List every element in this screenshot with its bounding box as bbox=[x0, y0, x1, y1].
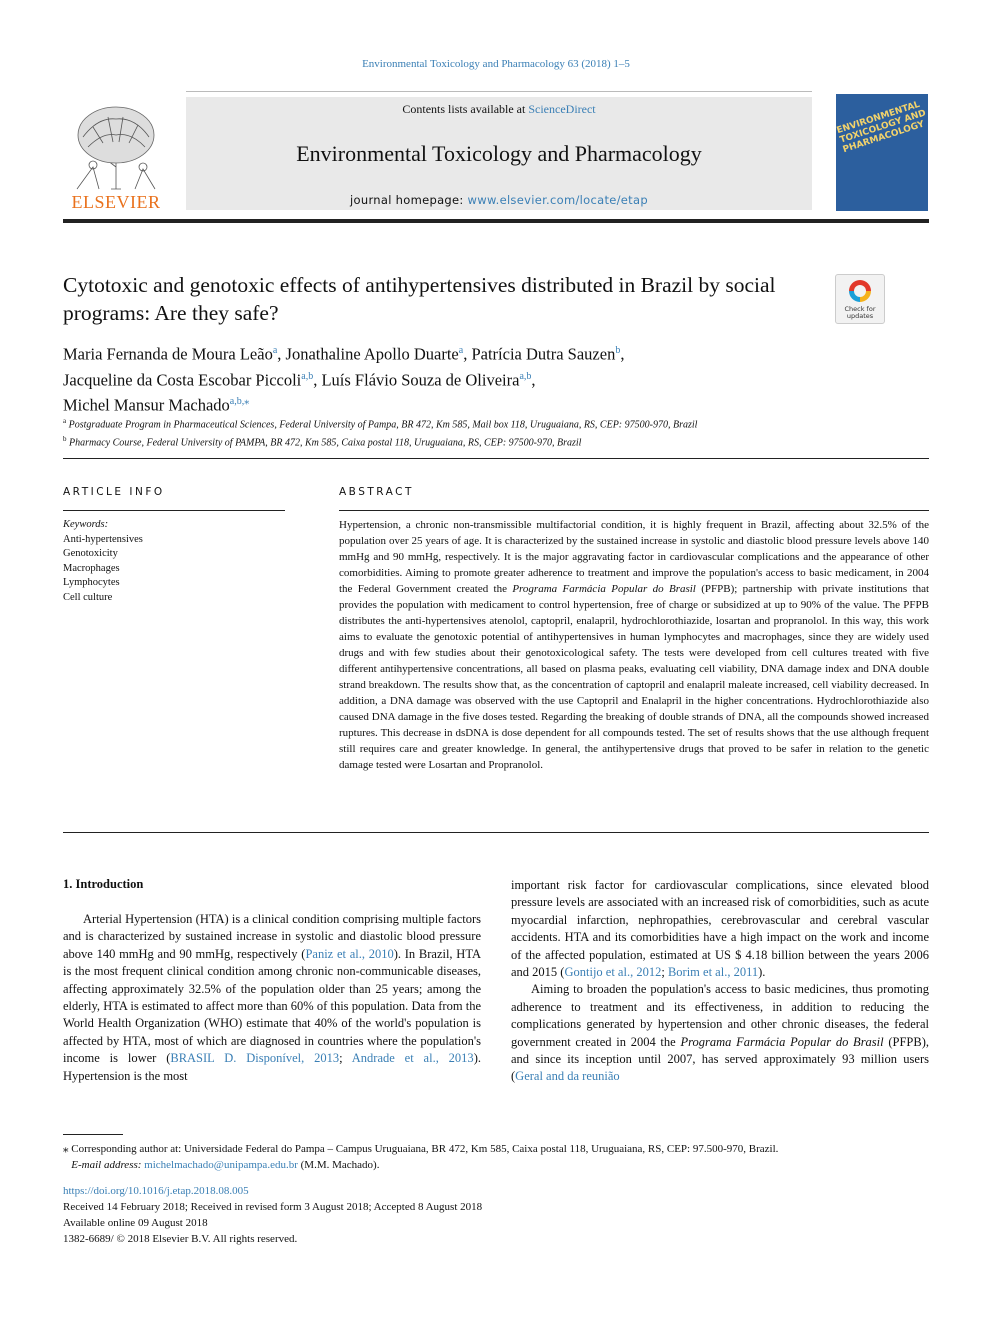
keywords-list bbox=[63, 518, 285, 605]
keyword-item: Cell culture bbox=[63, 591, 113, 603]
divider bbox=[339, 510, 929, 511]
keyword-item: Macrophages bbox=[63, 562, 120, 574]
check-for-updates-button[interactable] bbox=[835, 274, 885, 324]
journal-homepage bbox=[186, 193, 812, 207]
crossmark-label: Check for updates bbox=[844, 305, 876, 320]
body-paragraph: Aiming to broaden the population's access to basic medicines, thus promoting adherence to treatment and its effectiveness, in addition to reducing the complications generated by hypertension and other chronic diseases, the federal government created in 2004 the Programa Farmácia Popular do Brasil (PFPB), and since its inception until 2007, has served approximately 93 million users (Geral and da reunião bbox=[511, 982, 929, 1084]
copyright: 1382-6689/ © 2018 Elsevier B.V. All rights reserved. bbox=[63, 1233, 298, 1245]
author-name[interactable]: Jacqueline da Costa Escobar Piccoli bbox=[63, 370, 302, 389]
author-name[interactable]: Patrícia Dutra Sauzen bbox=[471, 344, 616, 364]
body-column-right bbox=[511, 877, 929, 1086]
affiliation-item: $^b$ Pharmacy Course, Federal University of PAMPA, BR 472, Km 585, Caixa postal 118, Uruguaiana, RS, CEP: 97500-970, Brazil bbox=[63, 435, 582, 449]
cover-title: ENVIRONMENTAL TOXICOLOGY AND PHARMACOLOGY bbox=[836, 99, 928, 156]
author-name[interactable]: Maria Fernanda de Moura Leão bbox=[63, 344, 273, 364]
body-column-left bbox=[63, 911, 481, 1085]
keyword-item: Genotoxicity bbox=[63, 548, 118, 559]
author-name[interactable]: Jonathaline Apollo Duarte bbox=[285, 344, 459, 364]
article-title: Cytotoxic and genotoxic effects of antihypertensives distributed in Brazil by social programs: Are they safe? bbox=[63, 273, 776, 325]
author-list: Maria Fernanda de Moura Leão$^a$, Jonathaline Apollo Duarte$^a$, Patrícia Dutra Sauzen$^b$, Jacqueline da Costa Escobar Piccoli$^{a,b}$, Luís Flávio Souza de Oliveira$^{a,b}$, Michel Mansur Machado$^{a,b,⁎}$ bbox=[63, 344, 625, 415]
email-line: E-mail address: michelmachado@unipampa.edu.br (M.M. Machado). bbox=[71, 1159, 380, 1171]
author-affiliation-marker[interactable]: a,b bbox=[519, 370, 532, 382]
keyword-item: Lymphocytes bbox=[63, 577, 120, 588]
journal-title: Environmental Toxicology and Pharmacology bbox=[296, 141, 702, 166]
email-label: E-mail address: bbox=[71, 1159, 142, 1171]
keyword-item: Anti-hypertensives bbox=[63, 533, 143, 545]
affiliations bbox=[63, 414, 929, 451]
author-affiliation-marker[interactable]: a,b,⁎ bbox=[229, 396, 250, 407]
program-name: Programa Farmácia Popular do Brasil bbox=[512, 583, 696, 595]
divider bbox=[63, 832, 929, 833]
divider bbox=[63, 458, 929, 459]
publication-info bbox=[63, 1183, 929, 1247]
citation-link[interactable]: Paniz et al., 2010 bbox=[305, 946, 394, 961]
body-paragraph: important risk factor for cardiovascular complications, since elevated blood pressure levels are associated with an increased risk of comorbidities, such as acute myocardial infarction, nephropathies, cerebrovascular and cerebral vascular accidents. HTA and its comorbidities have a high impact on the work and income of the affected population, estimated at US $ 4.18 billion between the years 2006 and 2015 (Gontijo et al., 2012; Borim et al., 2011). bbox=[511, 878, 929, 980]
crossmark-icon bbox=[849, 280, 871, 302]
abstract-text: Hypertension, a chronic non-transmissible multifactorial condition, it is highly frequent in Brazil, affecting about 32.5% of the population over 25 years of age. It is characterized by the sustained increase in systolic and diastolic blood pressure levels above 140 mmHg and 90 mmHg, respectively. It is the major aggravating factor in cardiovascular complications and the appearance of other comorbidities. Aiming to promote greater adherence to treatment and improve the population's access to basic medicament, in 2004 the Federal Government created the Programa Farmácia Popular do Brasil (PFPB); partnership with private institutions that provides the population with medicament to control hypertension, free of charge or subsidized at up to 90% of the value. The PFPB distributes the anti-hypertensives atenolol, captopril, enalapril, hydrochlorothiazide, losartan and propranolol. In this way, this work aims to evaluate the genotoxic potential of antihypertensives in human lymphocytes and macrophages, since they are widely used drugs and with few studies about their genotoxicological safety. The tests were developed from cell cultures treated with five different antihypertensive concentrations, all based on plasma peaks, evaluating cell viability, DNA damage index and DNA double strand breakdown. The results show that, as the concentration of captopril and enalapril maleate increased, cell viability decreased. In addition, a DNA damage was observed with the use Captopril and Enalapril in the higher concentrations. Hydrochlorothiazide also caused DNA damage in the five doses tested. Regarding the breaking of double strands of DNA, all the compounds showed increased ruptures. This decrease in dsDNA is dose dependent for all compounds tested. The set of results shows that the use although frequent still requires care and greater knowledge. In general, the antihypertensive drugs that proved to be safer in relation to the genetic damage tested were Losartan and Propranolol. bbox=[339, 519, 930, 771]
article-info-heading: ARTICLE INFO bbox=[63, 486, 165, 498]
journal-cover-image[interactable] bbox=[836, 94, 928, 211]
citation-link[interactable]: BRASIL D. Disponível, 2013 bbox=[170, 1051, 340, 1066]
author-affiliation-marker[interactable]: a bbox=[272, 345, 278, 356]
author-affiliation-marker[interactable]: a,b bbox=[301, 370, 314, 382]
homepage-prefix: journal homepage: bbox=[350, 193, 468, 207]
sciencedirect-link[interactable]: ScienceDirect bbox=[528, 102, 596, 116]
elsevier-wordmark: ELSEVIER bbox=[71, 192, 161, 212]
citation-link[interactable]: Andrade et al., 2013 bbox=[351, 1051, 474, 1066]
contents-prefix: Contents lists available at bbox=[402, 102, 529, 116]
contents-line bbox=[186, 102, 812, 117]
elsevier-tree-icon bbox=[63, 97, 169, 193]
homepage-link[interactable]: www.elsevier.com/locate/etap bbox=[467, 193, 648, 207]
keywords-title: Keywords: bbox=[63, 519, 109, 530]
affiliation-item: $^a$ Postgraduate Program in Pharmaceutical Sciences, Federal University of Pampa, BR 472, Km 585, Mail box 118, Uruguaiana, RS, CEP: 97500-970, Brazil bbox=[63, 417, 698, 431]
corresponding-author-footnote bbox=[63, 1141, 929, 1173]
citation-link[interactable]: Gontijo et al., 2012 bbox=[564, 965, 662, 980]
doi-link[interactable]: https://doi.org/10.1016/j.etap.2018.08.005 bbox=[63, 1185, 249, 1197]
header-bottom-rule bbox=[63, 219, 929, 223]
section-heading: 1. Introduction bbox=[63, 877, 144, 891]
footnote-rule bbox=[63, 1134, 123, 1135]
email-link[interactable]: michelmachado@unipampa.edu.br bbox=[144, 1159, 298, 1171]
author-affiliation-marker[interactable]: b bbox=[615, 345, 621, 356]
citation-link[interactable]: Borim et al., 2011 bbox=[667, 965, 759, 980]
author-affiliation-marker[interactable]: a bbox=[458, 345, 464, 356]
received-dates: Received 14 February 2018; Received in revised form 3 August 2018; Accepted 8 August 2018 bbox=[63, 1201, 483, 1213]
citation-link[interactable]: Geral and da reunião bbox=[515, 1069, 620, 1084]
abstract-heading: ABSTRACT bbox=[339, 486, 414, 498]
header-top-rule bbox=[186, 91, 812, 92]
journal-reference-link[interactable]: Environmental Toxicology and Pharmacology 63 (2018) 1–5 bbox=[362, 58, 630, 70]
elsevier-logo bbox=[63, 97, 169, 213]
author-name[interactable]: Luís Flávio Souza de Oliveira bbox=[321, 370, 520, 389]
author-name[interactable]: Michel Mansur Machado bbox=[63, 395, 230, 415]
body-paragraph: Arterial Hypertension (HTA) is a clinical condition comprising multiple factors and is characterized by sustained increase in systolic and diastolic blood pressure above 140 mmHg and 90 mmHg, respectively (Paniz et al., 2010). In Brazil, HTA is the most frequent clinical condition among chronic non-communicable diseases, affecting approximately 32.5% of the population older than 25 years; among the elderly, HTA is estimated to affect more than 60% of this population. Data from the World Health Organization (WHO) estimate that 40% of the world's population is affected by HTA, most of which are diagnosed in countries where the population's income is lower (BRASIL D. Disponível, 2013; Andrade et al., 2013). Hypertension is the most bbox=[63, 912, 481, 1083]
online-date: Available online 09 August 2018 bbox=[63, 1217, 208, 1229]
divider bbox=[63, 510, 285, 511]
corresponding-author: ⁎ Corresponding author at: Universidade Federal do Pampa – Campus Uruguaiana, BR 472, Km 585, Caixa postal 118, Uruguaiana, RS, CEP: 97.500-970, Brazil. bbox=[63, 1143, 779, 1155]
